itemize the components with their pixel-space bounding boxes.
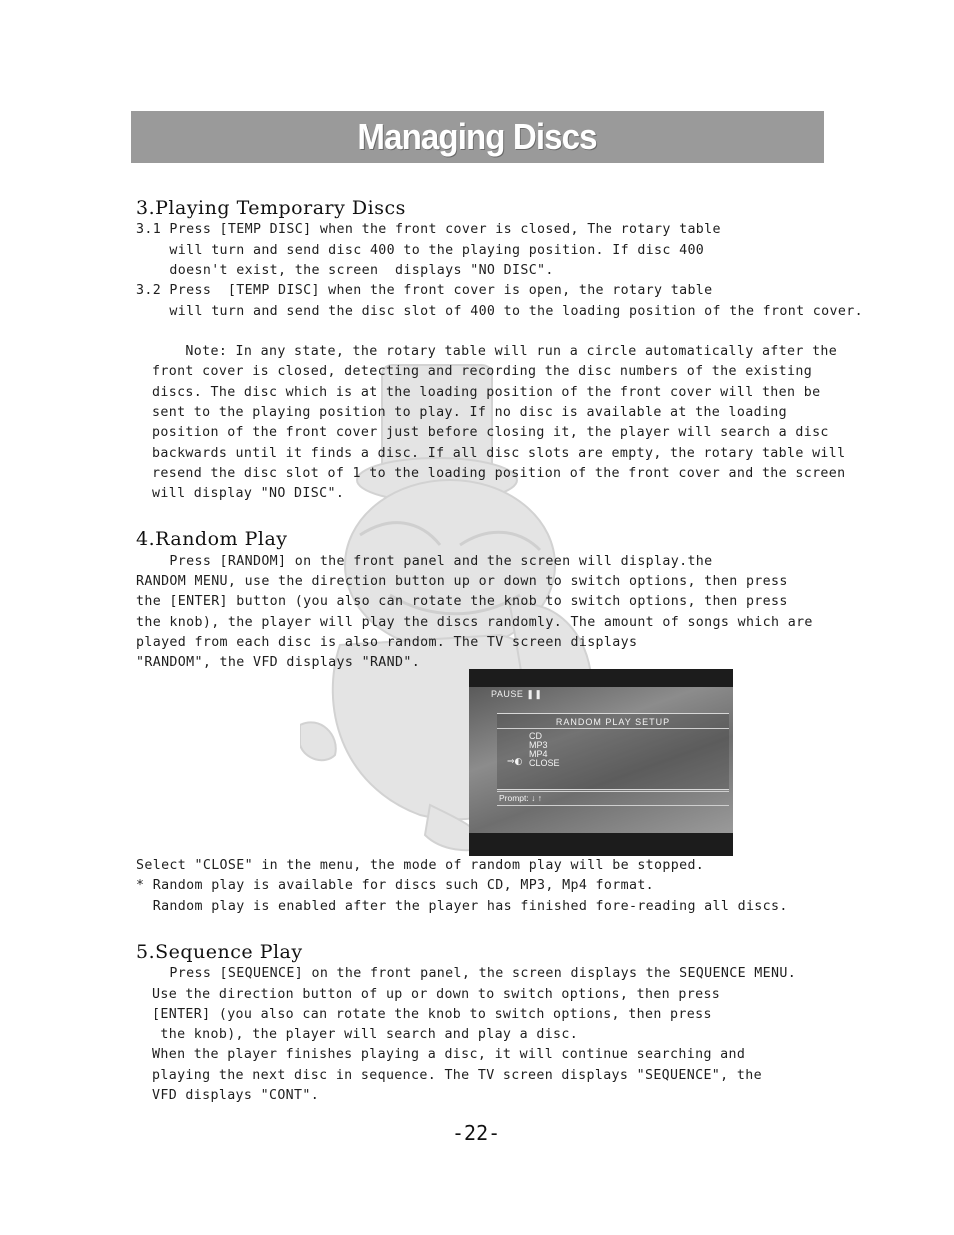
text-line: will turn and send the disc slot of 400 to the loading position of the front cover. <box>136 304 863 319</box>
text-line: Select "CLOSE" in the menu, the mode of random play will be stopped. <box>136 858 705 873</box>
text-line: played from each disc is also random. The TV screen displays <box>136 635 638 650</box>
text-line: Use the direction button of up or down to switch options, then press <box>152 987 721 1002</box>
text-line: When the player finishes playing a disc, it will continue searching and <box>152 1047 746 1062</box>
note-line: sent to the playing position to play. If no disc is available at the loading <box>152 405 788 420</box>
text-line: [ENTER] (you also can rotate the knob to switch options, then press <box>152 1007 712 1022</box>
text-line: "RANDOM", the VFD displays "RAND". <box>136 655 421 670</box>
text-line: 3.1 Press [TEMP DISC] when the front cover is closed, The rotary table <box>136 222 721 237</box>
text-line: will turn and send disc 400 to the playing position. If disc 400 <box>136 243 705 258</box>
menu-title: RANDOM PLAY SETUP <box>555 717 671 727</box>
section-heading-sequence-play: 5.Sequence Play <box>136 941 303 963</box>
menu-option-mp3[interactable]: MP3 <box>529 740 548 750</box>
text-line: Random play is enabled after the player has finished fore-reading all discs. <box>136 899 788 914</box>
selection-arrow-icon: ⇒◐ <box>507 757 523 767</box>
tv-screen-image <box>469 669 733 856</box>
text-line: * Random play is available for discs such CD, MP3, Mp4 format. <box>136 878 655 893</box>
text-line: the knob), the player will search and play a disc. <box>152 1027 579 1042</box>
page-title: Managing Discs <box>357 116 598 157</box>
menu-option-cd[interactable]: CD <box>529 731 542 741</box>
title-banner <box>131 111 824 163</box>
page-number: -22- <box>452 1121 501 1145</box>
note-line: resend the disc slot of 1 to the loading position of the front cover and the screen <box>152 466 846 481</box>
text-line: 3.2 Press [TEMP DISC] when the front cover is open, the rotary table <box>136 283 713 298</box>
section-heading-temporary-discs: 3.Playing Temporary Discs <box>136 197 406 219</box>
note-line: front cover is closed, detecting and recording the disc numbers of the existing <box>152 364 813 379</box>
text-line: VFD displays "CONT". <box>152 1088 320 1103</box>
menu-option-mp4[interactable]: MP4 <box>529 749 548 759</box>
tv-screen-content <box>469 687 733 833</box>
pause-indicator: PAUSE ❚❚ <box>491 689 543 699</box>
note-line: position of the front cover just before closing it, the player will search a disc <box>152 425 829 440</box>
note-line: backwards until it finds a disc. If all disc slots are empty, the rotary table will <box>152 446 846 461</box>
menu-option-close[interactable]: CLOSE <box>529 758 560 768</box>
note-line: will display "NO DISC". <box>152 486 345 501</box>
text-line: Press [RANDOM] on the front panel and the screen will display.the <box>136 554 713 569</box>
text-line: playing the next disc in sequence. The TV screen displays "SEQUENCE", the <box>152 1068 762 1083</box>
section-heading-random-play: 4.Random Play <box>136 528 288 550</box>
prompt-bar <box>497 791 729 806</box>
text-line: RANDOM MENU, use the direction button up or down to switch options, then press <box>136 574 788 589</box>
menu-divider <box>497 728 729 729</box>
random-play-menu <box>497 713 729 790</box>
text-line: the [ENTER] button (you also can rotate the knob to switch options, then press <box>136 594 788 609</box>
text-line: Press [SEQUENCE] on the front panel, the screen displays the SEQUENCE MENU. <box>136 966 797 981</box>
text-line: doesn't exist, the screen displays "NO DISC". <box>136 263 554 278</box>
prompt-text: Prompt: ↓ ↑ <box>499 793 542 803</box>
note-line: discs. The disc which is at the loading position of the front cover will then be <box>152 385 821 400</box>
note-line: Note: In any state, the rotary table will run a circle automatically after the <box>152 344 838 359</box>
text-line: the knob), the player will play the discs randomly. The amount of songs which are <box>136 615 813 630</box>
